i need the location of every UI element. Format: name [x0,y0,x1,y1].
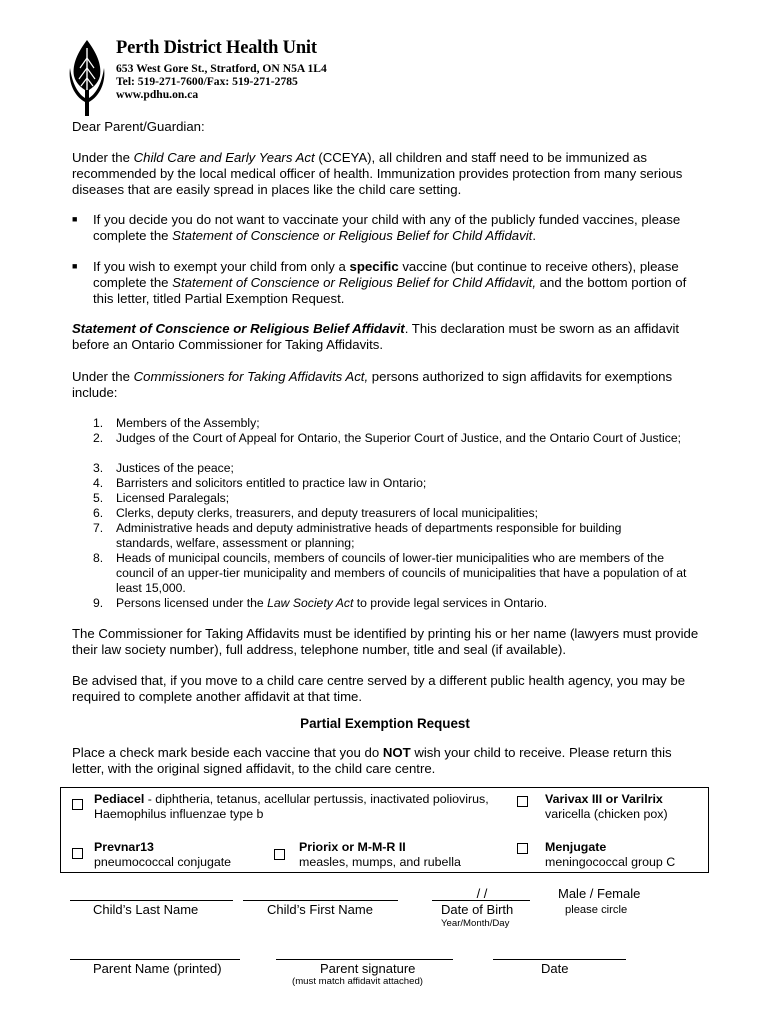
commissioner-note: The Commissioner for Taking Affidavits must be identified by printing his or her name (lawyers must provide their law society number), full address, telephone number, title and seal (if available). [72,626,699,657]
dob-label: Date of Birth [441,902,514,917]
intro-paragraph: Under the Child Care and Early Years Act (CCEYA), all children and staff need to be immunized as recommended by the local medical officer of health. Immunization provides protection from many serious diseases that are easily spread in places like the child care setting. [72,150,683,197]
parent-signature-label: Parent signature [320,961,416,976]
date-line[interactable] [493,959,626,960]
dob-format: Year/Month/Day [441,918,510,929]
commissioners-paragraph: Under the Commissioners for Taking Affidavits Act, persons authorized to sign affidavits for exemptions include: [72,369,673,400]
list-item: Persons licensed under the Law Society Act to provide legal services in Ontario. [116,596,548,610]
list-item: Licensed Paralegals; [116,491,230,505]
menjugate-checkbox[interactable] [517,843,528,854]
date-label: Date [541,961,569,976]
child-last-name-label: Child’s Last Name [93,902,199,917]
bullet-icon: ■ [72,214,78,224]
parent-signature-line[interactable] [276,959,453,960]
child-first-name-label: Child’s First Name [267,902,373,917]
vaccine-menjugate: Menjugate meningococcal group C [545,840,676,869]
list-item: Judges of the Court of Appeal for Ontario, the Superior Court of Justice, and the Ontario Court of Justice; [116,431,681,445]
greeting: Dear Parent/Guardian: [72,119,205,134]
list-item: Administrative heads and deputy administrative heads of departments responsible for building standards, welfare, assessment or planning; [116,521,622,550]
list-item: Clerks, deputy clerks, treasurers, and deputy treasurers of local municipalities; [116,506,539,520]
dob-line[interactable] [432,900,530,901]
vaccine-prevnar: Prevnar13 pneumococcal conjugate [94,840,232,869]
varivax-checkbox[interactable] [517,796,528,807]
vaccine-pediacel: Pediacel - diphtheria, tetanus, acellular pertussis, inactivated poliovirus, Haemophilus influenzae type b [94,792,489,821]
sex-options[interactable]: Male / Female [558,886,641,901]
priorix-checkbox[interactable] [274,849,285,860]
org-address: 653 West Gore St., Stratford, ON N5A 1L4 [116,62,327,75]
signature-note: (must match affidavit attached) [292,976,423,987]
list-item: Heads of municipal councils, members of councils of lower-tier municipalities who are members of the council of an upper-tier municipality and members of councils of municipalities that have a population of at least 15,000. [116,551,687,595]
vaccine-varivax: Varivax III or Varilrix varicella (chicken pox) [545,792,668,821]
statement-paragraph: Statement of Conscience or Religious Belief Affidavit. This declaration must be sworn as an affidavit before an Ontario Commissioner for Taking Affidavits. [72,321,680,352]
child-first-name-line[interactable] [243,900,398,901]
list-item: Barristers and solicitors entitled to practice law in Ontario; [116,476,427,490]
org-phone: Tel: 519-271-7600/Fax: 519-271-2785 [116,75,298,88]
list-item: Members of the Assembly; [116,416,260,430]
list-item: Justices of the peace; [116,461,234,475]
advised-paragraph: Be advised that, if you move to a child care centre served by a different public health agency, you may be required to complete another affidavit at that time. [72,673,686,704]
dob-separators: / / [476,886,488,901]
sex-hint: please circle [565,904,628,916]
vaccine-priorix: Priorix or M-M-R II measles, mumps, and rubella [299,840,461,869]
pediacel-checkbox[interactable] [72,799,83,810]
partial-exemption-title: Partial Exemption Request [300,716,470,731]
partial-instructions: Place a check mark beside each vaccine that you do NOT wish your child to receive. Please return this letter, with the original signed affidavit, to the child care centre. [72,745,672,776]
parent-name-label: Parent Name (printed) [93,961,222,976]
org-website[interactable]: www.pdhu.on.ca [116,88,199,101]
child-last-name-line[interactable] [70,900,233,901]
parent-name-line[interactable] [70,959,240,960]
bullet-item: If you decide you do not want to vaccinate your child with any of the publicly funded vaccines, please complete the Statement of Conscience or Religious Belief for Child Affidavit. [93,212,681,243]
prevnar-checkbox[interactable] [72,848,83,859]
tree-logo-icon [66,38,108,118]
org-name: Perth District Health Unit [116,38,317,58]
bullet-icon: ■ [72,261,78,271]
bullet-item: If you wish to exempt your child from only a specific vaccine (but continue to receive others), please complete the Statement of Conscience or Religious Belief for Child Affidavit, and the bottom portion of this letter, titled Partial Exemption Request. [93,259,687,306]
